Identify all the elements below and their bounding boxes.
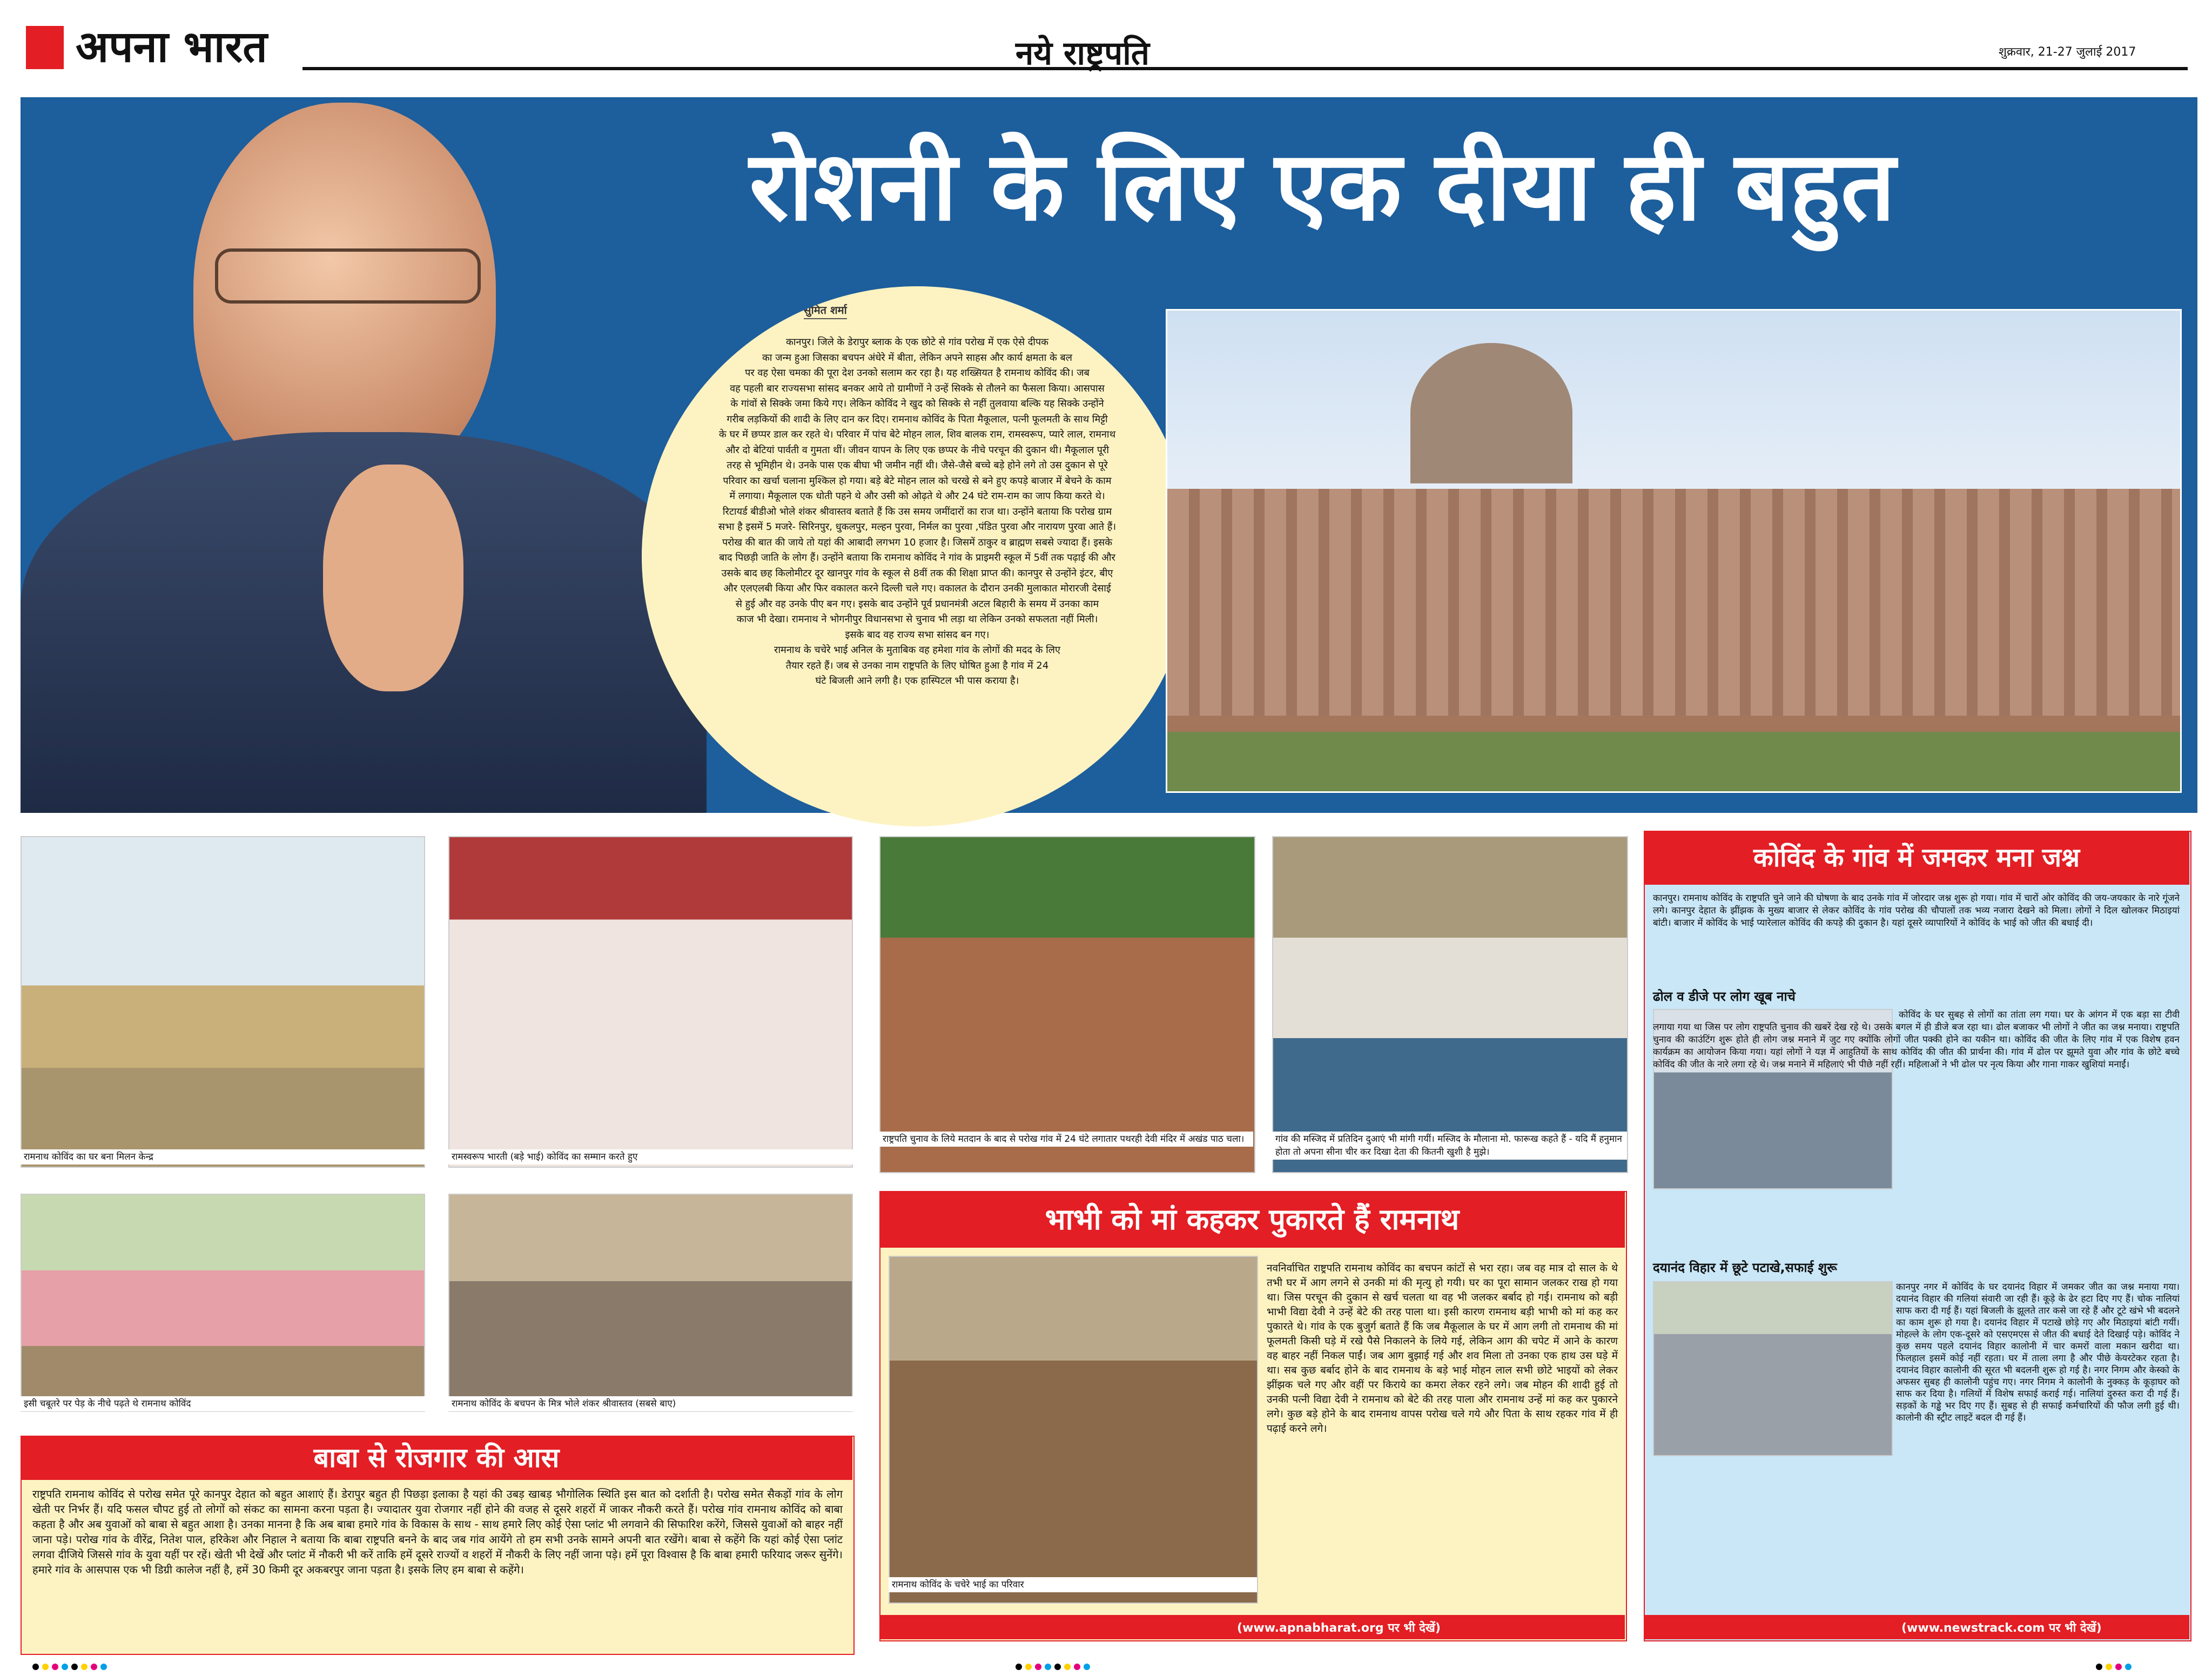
lede-line: इसके बाद वह राज्य सभा सांसद बन गए। bbox=[845, 629, 990, 641]
lede-line: परिवार का खर्चा चलाना मुश्किल हो गया। बड़े बेटे मोहन लाल को चरखे से बने हुए कपड़े बाजार में बेचने के काम bbox=[723, 475, 1112, 487]
hero-section bbox=[21, 97, 2197, 813]
building-body bbox=[1167, 489, 2180, 716]
issue-date: शुक्रवार, 21-27 जुलाई 2017 bbox=[1999, 45, 2136, 59]
photo-mosque-prayer bbox=[1272, 836, 1628, 1173]
lede-line: पर वह ऐसा चमका की पूरा देश उनको सलाम कर रहा है। यह शख्सियत है रामनाथ कोविंद की। जब bbox=[745, 367, 1090, 379]
portrait-glasses bbox=[215, 248, 481, 304]
bhabhi-title: भाभी को मां कहकर पुकारते हैं रामनाथ bbox=[879, 1191, 1625, 1248]
village-sub1-text: कोविंद के घर सुबह से लोगों का तांता लग गया। घर के आंगन में एक बड़ा सा टीवी लगाया गया था जिस पर लोग राष्ट्रपति चुनाव की खबरें देख रहे थे। उसके बगल में ही डीजे बज रहा था। ढोल बजाकर भी लोगों ने जीत का जश्न मनाया। राष्ट्रपति चुनाव की काउंटिंग शुरू होते ही लोग जश्न मनाने में जुट गए क्योंकि लोगों जीत पक्की होने का यकीन था। कोविंद की जीत के लिए गांव में एक विशेष हवन कार्यक्रम का आयोजन किया गया। यहां लोगों ने यज्ञ में आहुतियों के साथ कोविंद की जीत की प्रार्थना की। गांव में ढोल पर झूमते युवा और गांव के छोटे बच्चे कोविंद की जीत के नारे लगा रहे थे। जश्न मनाने में महिलाएं भी पीछे नहीं रहीं। महिलाओं ने भी ढोल पर नृत्य किया और गाना गाकर खुशियां मनाईं। bbox=[1653, 1009, 2180, 1070]
byline: सुमित शर्मा bbox=[804, 302, 847, 319]
photo-kovind-home bbox=[21, 836, 425, 1168]
lede-line: रिटायर्ड बीडीओ भोले शंकर श्रीवास्तव बताते हैं कि उस समय जमींदारों का राज था। उन्होंने बताया कि परोख ग्राम bbox=[722, 506, 1112, 517]
lede-line: रामनाथ के चचेरे भाई अनिल के मुताबिक वह हमेशा गांव के लोगों की मदद के लिए bbox=[774, 644, 1060, 656]
photo-akhand-path bbox=[879, 836, 1255, 1173]
village-title: कोविंद के गांव में जमकर मना जश्न bbox=[1644, 831, 2189, 885]
lede-line: परोख की बात की जाये तो यहां की आबादी लगभग 10 हजार है। जिसमें ठाकुर व ब्राह्मण सबसे ज्यादा हैं। इसके bbox=[722, 536, 1113, 548]
registration-dots-center bbox=[1016, 1664, 1090, 1670]
caption-brother-honour: रामस्वरूप भारती (बड़े भाई) कोविंद का सम्मान करते हुए bbox=[448, 1149, 855, 1165]
lede-line: बाद पिछड़ी जाति के लोग हैं। उन्होंने बताया कि रामनाथ कोविंद ने गांव के प्राइमरी स्कूल में 5वीं तक पढ़ाई की और bbox=[719, 552, 1115, 563]
caption-mosque-prayer: गांव की मस्जिद में प्रतिदिन दुआएं भी मांगी गयीं। मस्जिद के मौलाना मो. फारूख कहते हैं - यदि मैं हनुमान होता तो अपना सीना चीर कर दिखा देता की कितनी खुशी है मुझे। bbox=[1272, 1132, 1627, 1160]
lede-line: के घर में छप्पर डाल कर रहते थे। परिवार में पांच बेटे मोहन लाल, शिव बालक राम, रामस्वरूप, प्यारे लाल, रामनाथ bbox=[718, 429, 1116, 440]
lede-line: सभा है इसमें 5 मजरे- सिरिनपुर, धुकलपुर, मल्हन पुरवा, निर्मल का पुरवा ,पंडित पुरवा और नारायण पुरवा आते हैं। bbox=[718, 521, 1117, 533]
caption-childhood-friend: रामनाथ कोविंद के बचपन के मित्र भोले शंकर श्रीवास्तव (सबसे बाए) bbox=[448, 1396, 855, 1411]
section-title: नये राष्ट्रपति bbox=[1016, 35, 1149, 72]
lede-line: का जन्म हुआ जिसका बचपन अंधेरे में बीता, लेकिन अपने साहस और कार्य क्षमता के बल bbox=[762, 352, 1073, 364]
photo-chabutra-tree bbox=[21, 1194, 425, 1412]
masthead bbox=[0, 0, 2212, 73]
photo-childhood-friend bbox=[448, 1194, 853, 1412]
lede-line: घंटे बिजली आने लगी है। एक हास्पिटल भी पास कराया है। bbox=[815, 675, 1019, 686]
lede-line: में लगाया। मैकूलाल एक धोती पहने थे और उसी को ओढ़ते थे और 24 घंटे राम-राम का जाप किया करते थे। bbox=[729, 490, 1105, 502]
paper-name: अपना भारत bbox=[76, 21, 267, 72]
village-sub2: दयानंद विहार में छूटे पटाखे,सफाई शुरू bbox=[1653, 1260, 1837, 1275]
masthead-logo-icon bbox=[26, 26, 64, 69]
photo-cousin-family bbox=[889, 1256, 1258, 1604]
bhabhi-text: नवनिर्वाचित राष्ट्रपति रामनाथ कोविंद का बचपन कांटों से भरा रहा। जब वह मात्र दो साल के थे तभी घर में आग लगने से उनकी मां की मृत्यु हो गयी। घर का पूरा सामान जलकर राख हो गया था। जिस परचून की दुकान से खर्च चलता था वह भी जलकर बर्बाद हो गई। रामनाथ को बड़ी भाभी विद्या देवी ने उन्हें बेटे की तरह पाला था। इसी कारण रामनाथ बड़ी भाभी को मां कह कर पुकारते थे। गांव के एक बुजुर्ग बताते हैं कि जब मैकूलाल के घर में आग लगी तो रामनाथ की मां फूलमती किसी घड़े में रखे पैसे निकालने के लिये गई, लेकिन आग की चपेट में आने के कारण वह बाहर नहीं निकल पाईं। जब आग बुझाई गई और शव मिला तो उनका एक हाथ उस घड़े में था। सब कुछ बर्बाद होने के बाद रामनाथ के बड़े भाई मोहन लाल सभी छोटे भाइयों को लेकर झींझक चले गए और वहीं पर किराये का कमरा लेकर रहने लगे। जब मोहन की शादी हुई तो उनकी पत्नी विद्या देवी ने रामनाथ को बेटे की तरह पाला और रामनाथ उन्हें मां कह कर पुकारने लगे। कुछ बड़े होने के बाद रामनाथ वापस परोख चले गये और पिता के साथ रहकर गांव में ही पढ़ाई करने लगे। bbox=[1267, 1262, 1618, 1435]
photo-brother-honour bbox=[448, 836, 853, 1168]
lede-line: वह पहली बार राज्यसभा सांसद बनकर आये तो ग्रामीणों ने उन्हें सिक्के से तौलने का फैसला किया। आसपास bbox=[730, 382, 1105, 394]
lede-line: उसके बाद छह किलोमीटर दूर खानपुर गांव के स्कूल से 8वीं तक की शिक्षा प्राप्त की। कानपुर से उन्होंने इंटर, बीए bbox=[721, 567, 1113, 579]
registration-dots-right bbox=[2096, 1664, 2132, 1670]
caption-akhand-path: राष्ट्रपति चुनाव के लिये मतदान के बाद से परोख गांव में 24 घंटे लगातार पथरही देवी मंदिर में अखंड पाठ चला। bbox=[879, 1132, 1253, 1147]
north-block-photo bbox=[1166, 309, 2182, 793]
baba-title: बाबा से रोजगार की आस bbox=[21, 1436, 852, 1480]
building-lawn bbox=[1167, 732, 2180, 791]
hero-lede bbox=[642, 286, 1193, 826]
hero-headline: रोशनी के लिए एक दीया ही बहुत bbox=[749, 130, 1895, 242]
bhabhi-website[interactable]: (www.apnabharat.org पर भी देखें) bbox=[1237, 1621, 1441, 1635]
masthead-rule bbox=[302, 67, 2188, 70]
village-sub1: ढोल व डीजे पर लोग खूब नाचे bbox=[1653, 989, 1796, 1004]
lede-line: तैयार रहते हैं। जब से उनका नाम राष्ट्रपति के लिए घोषित हुआ है गांव में 24 bbox=[785, 659, 1049, 671]
lede-line: से हुई और वह उनके पीए बन गए। इसके बाद उन्होंने पूर्व प्रधानमंत्री अटल बिहारी के समय में उनका काम bbox=[735, 598, 1099, 610]
lede-line: और दो बेटियां पार्वती व गुमता थीं। जीवन यापन के लिए एक छप्पर के नीचे परचून की दुकान थी। मैकूलाल पूरी bbox=[725, 444, 1109, 456]
lede-text bbox=[642, 335, 1193, 689]
lede-line: कानपुर। जिले के डेरापुर ब्लाक के एक छोटे से गांव परोख में एक ऐसे दीपक bbox=[785, 336, 1049, 348]
caption-chabutra-tree: इसी चबूतरे पर पेड़ के नीचे पढ़ते थे रामनाथ कोविंद bbox=[21, 1396, 427, 1411]
lede-line: काज भी देखा। रामनाथ ने भोगनीपुर विधानसभा से चुनाव भी लड़ा था लेकिन उनको सफलता नहीं मिली। bbox=[736, 614, 1098, 625]
village-intro: कानपुर। रामनाथ कोविंद के राष्ट्रपति चुने जाने की घोषणा के बाद उनके गांव में जोरदार जश्न शुरू हो गया। गांव में चारों ओर कोविंद की जय-जयकार के नारे गूंजने लगे। कानपुर देहात के झींझक के मुख्य बाजार से लेकर कोविंद के गांव परोख की चौपालों तक भव्य नजारा देखने को मिला। लोगों ने दिल खोलकर मिठाइयां बांटी। बाजार में कोविंद के भाई प्यारेलाल कोविंद की कपड़े की दुकान है। यहां दूसरे व्यापारियों ने कोविंद के भाई को जीत की बधाई दी। bbox=[1653, 893, 2180, 928]
lede-line: गरीब लड़कियों की शादी के लिए दान कर दिए। रामनाथ कोविंद के पिता मैकूलाल, पत्नी फूलमती के साथ मिट्टी bbox=[727, 413, 1108, 425]
village-sub2-text: कानपुर नगर में कोविंद के घर दयानंद विहार में जमकर जीत का जश्न मनाया गया। दयानंद विहार की गलियां संवारी जा रही हैं। कूड़े के ढेर हटा दिए गए हैं। चोक नालियां साफ करा दी गई हैं। यहां बिजली के झूलते तार कसे जा रहे हैं और टूटे खंभे भी बदलने का काम शुरू हो गया है। दयानंद विहार में पटाखे छोड़े गए और मिठाइयां बांटी गयीं। मोहल्ले के लोग एक-दूसरे को एसएमएस से जीत की बधाई देते दिखाई पड़े। कोविंद ने कुछ समय पहले दयानंद विहार कालोनी में चार कमरों वाला मकान खरीदा था। फिलहाल इसमें कोई नहीं रहता। घर में ताला लगा है और पीछे केयरटेकर रहता है। दयानंद विहार कालोनी की सूरत भी बदलनी शुरू हो गई है। नगर निगम और केस्को के अफसर सुबह ही कालोनी पहुंच गए। नगर निगम ने कालोनी के नुक्कड़ के कूड़ाघर को साफ कर दिया है। गलियों में विशेष सफाई कराई गई। नालियां दुरुस्त करा दी गई हैं। सड़कों के गड्ढे भर दिए गए हैं। सुबह से ही सफाई कर्मचारियों की फौज लगी हुई थी। कालोनी की स्ट्रीट लाइटें बदल दी गई हैं। bbox=[1896, 1282, 2180, 1423]
registration-dots-left bbox=[32, 1664, 107, 1670]
lede-line: तरह से भूमिहीन थे। उनके पास एक बीघा भी जमीन नहीं थी। जैसे-जैसे बच्चे बड़े होने लगे तो उस दुकान से पूरे bbox=[727, 460, 1108, 471]
caption-kovind-home: रामनाथ कोविंद का घर बना मिलन केन्द्र bbox=[21, 1149, 427, 1165]
photo-firecrackers bbox=[1653, 1281, 1893, 1456]
baba-text: राष्ट्रपति रामनाथ कोविंद से परोख समेत पूरे कानपुर देहात को बहुत आशाएं हैं। डेरापुर बहुत ही पिछड़ा इलाका है यहां की उबड़ खाबड़ भौगोलिक स्थिति इस बात को दर्शाती है। परोख समेत सैकड़ों गांव के लोग खेती पर निर्भर हैं। यदि फसल चौपट हुई तो लोगों को संकट का सामना करना पड़ता है। ज्यादातर युवा रोजगार नहीं होने की वजह से दूसरे शहरों में जाकर नौकरी करते हैं। परोख गांव रामनाथ कोविंद को बाबा कहता है और अब युवाओं को बाबा से बहुत आशा है। उनका मानना है कि अब बाबा हमारे गांव के विकास के साथ - साथ हमारे लिए कोई ऐसा प्लांट भी लगवाने की सिफारिश करेंगे, जिससे युवाओं को बाहर नहीं जाना पड़े। परोख गांव के वीरेंद्र, नितेश पाल, हरिकेश और निहाल ने बताया कि बाबा राष्ट्रपति बनने के बाद जब गांव आयेंगे तो हम सभी उनके सामने अपनी बात रखेंगे। बाबा से कहेंगे कि यहां कोई ऐसा प्लांट लगवा दीजिये जिससे गांव के युवा यहीं पर रहें। खेती भी देखें और प्लांट में नौकरी भी करें ताकि हमें दूसरे राज्यों व शहरों में नौकरी के लिए नहीं जाना पड़े। हमें पूरा विश्वास है कि बाबा हमारी फरियाद जरूर सुनेंगे। हमारे गांव के आसपास एक भी डिग्री कालेज नहीं है, हमें 30 किमी दूर अकबरपुर जाना पड़ता है। इसके लिए हम बाबा से कहेंगे। bbox=[32, 1487, 843, 1576]
portrait-hands bbox=[323, 465, 463, 691]
caption-cousin-family: रामनाथ कोविंद के चचेरे भाई का परिवार bbox=[889, 1577, 1257, 1592]
lede-line: के गांवों से सिक्के जमा किये गए। लेकिन कोविंद ने खुद को सिक्के से नहीं तुलवाया बल्कि यह सिक्के उन्होंने bbox=[730, 398, 1104, 409]
village-website[interactable]: (www.newstrack.com पर भी देखें) bbox=[1901, 1621, 2102, 1635]
lede-line: और एलएलबी किया और फिर वकालत करने दिल्ली चले गए। वकालत के दौरान उनकी मुलाकात मोरारजी देसाई bbox=[723, 583, 1111, 594]
building-dome bbox=[1410, 343, 1572, 483]
